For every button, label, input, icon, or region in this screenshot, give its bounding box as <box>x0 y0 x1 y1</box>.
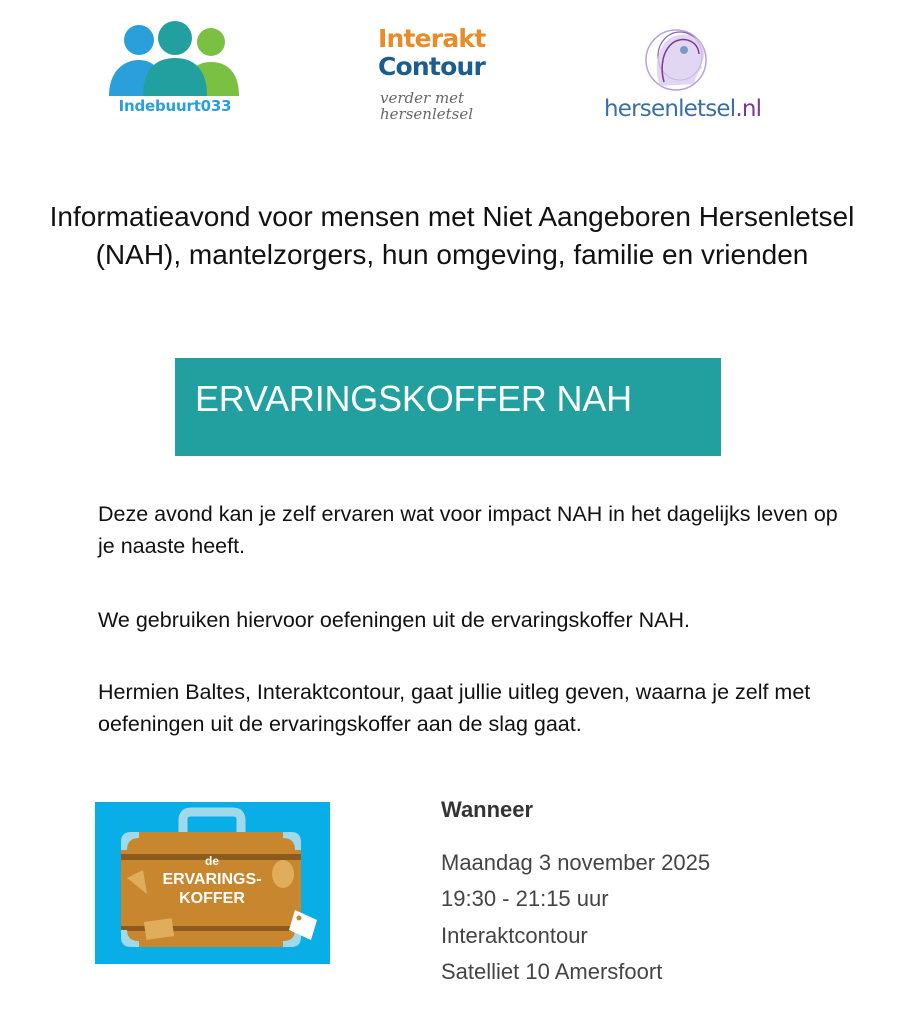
title-banner <box>175 358 721 456</box>
suitcase-text-ervarings: ERVARINGS- <box>162 871 262 888</box>
exercises-paragraph: We gebruiken hiervoor oefeningen uit de ervaringskoffer NAH. <box>98 608 690 632</box>
interakt-tagline: verder met hersenletsel <box>380 89 474 123</box>
banner-text: ERVARINGSKOFFER NAH <box>195 378 632 419</box>
speaker-paragraph: Hermien Baltes, Interaktcontour, gaat jullie uitleg geven, waarna je zelf met oefeningen uit de ervaringskoffer aan de slag gaat. <box>98 680 811 736</box>
indebuurt033-wordmark: Indebuurt033 <box>118 97 232 115</box>
event-venue: Interaktcontour <box>441 923 588 948</box>
indebuurt033-logo <box>105 18 245 128</box>
hersenletsel-wordmark: hersenletsel.nl <box>604 96 762 122</box>
event-date: Maandag 3 november 2025 <box>441 850 711 875</box>
interakt-wordmark: Interakt <box>378 24 486 53</box>
event-time: 19:30 - 21:15 uur <box>441 886 609 911</box>
hersenletsel-nl-logo <box>598 26 788 126</box>
people-group-icon <box>105 18 245 98</box>
interakt-contour-logo <box>378 20 518 130</box>
suitcase-icon <box>95 802 330 964</box>
suitcase-text-koffer: KOFFER <box>179 890 245 907</box>
ervaringskoffer-illustration <box>95 802 330 964</box>
head-profile-icon <box>598 26 788 96</box>
contour-wordmark: Contour <box>378 52 485 81</box>
event-address: Satelliet 10 Amersfoort <box>441 959 663 984</box>
when-heading: Wanneer <box>441 797 534 822</box>
suitcase-text-de: de <box>204 854 220 868</box>
page-title: Informatieavond voor mensen met Niet Aangeboren Hersenletsel (NAH), mantelzorgers, hun omgeving, familie en vrienden <box>49 201 855 270</box>
intro-paragraph: Deze avond kan je zelf ervaren wat voor impact NAH in het dagelijks leven op je naaste heeft. <box>98 502 838 558</box>
